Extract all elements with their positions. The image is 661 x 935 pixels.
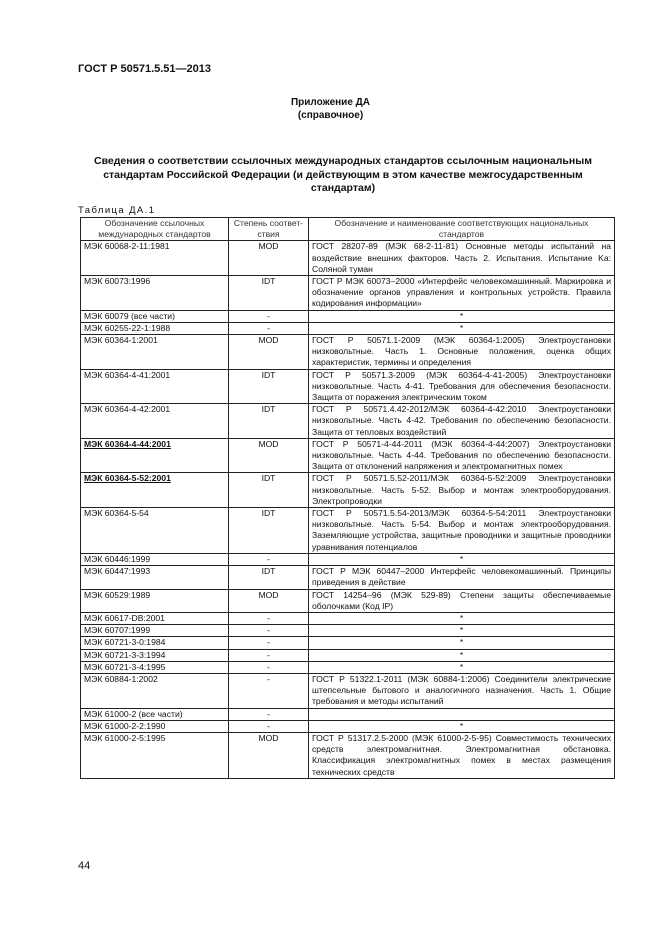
table-row [81, 732, 615, 778]
table-row [81, 708, 615, 720]
table-row [81, 369, 615, 404]
degree-cell: - [229, 637, 309, 649]
annex-heading [0, 96, 661, 122]
international-standard-cell: МЭК 60364-4-41:2001 [81, 369, 229, 404]
international-standard-cell: МЭК 60364-5-54 [81, 508, 229, 554]
degree-cell: IDT [229, 404, 309, 439]
table-row [81, 625, 615, 637]
degree-cell: MOD [229, 732, 309, 778]
national-standard-cell: * [309, 661, 615, 673]
table-row [81, 438, 615, 473]
national-standard-cell: ГОСТ Р 50571.1-2009 (МЭК 60364-1:2005) Электроустановки низковольтные. Часть 1. Основные положения, оценка общих характеристик, термины и определения [309, 335, 615, 370]
degree-cell: MOD [229, 335, 309, 370]
international-standard-cell: МЭК 60079 (все части) [81, 310, 229, 322]
table-row [81, 661, 615, 673]
degree-cell: - [229, 661, 309, 673]
col-header-international: Обозначение ссылочных международных стандартов [81, 218, 229, 241]
international-standard-cell: МЭК 60364-4-44:2001 [81, 438, 229, 473]
international-standard-cell: МЭК 60617-DB:2001 [81, 612, 229, 624]
national-standard-cell: ГОСТ Р 51322.1-2011 (МЭК 60884-1:2006) Соединители электрические штепсельные бытового и аналогичного назначения. Часть 1. Общие требования и методы испытаний [309, 673, 615, 708]
table-row [81, 673, 615, 708]
degree-cell: - [229, 708, 309, 720]
international-standard-cell: МЭК 60721-3-0:1984 [81, 637, 229, 649]
degree-cell: - [229, 322, 309, 334]
international-standard-cell: МЭК 60446:1999 [81, 553, 229, 565]
degree-cell: IDT [229, 369, 309, 404]
international-standard-cell: МЭК 61000-2-5:1995 [81, 732, 229, 778]
degree-cell: - [229, 720, 309, 732]
international-standard-cell: МЭК 60364-4-42:2001 [81, 404, 229, 439]
table-row [81, 241, 615, 276]
table-header-row [81, 218, 615, 241]
national-standard-cell: * [309, 649, 615, 661]
degree-cell: IDT [229, 473, 309, 508]
degree-cell: IDT [229, 276, 309, 311]
national-standard-cell [309, 708, 615, 720]
table-row [81, 473, 615, 508]
international-standard-cell: МЭК 61000-2 (все части) [81, 708, 229, 720]
table-row [81, 589, 615, 612]
table-row [81, 335, 615, 370]
table-row [81, 649, 615, 661]
national-standard-cell: ГОСТ Р МЭК 60073–2000 «Интерфейс человекомашинный. Маркировка и обозначение органов управления и контрольных устройств. Правила кодирования информации» [309, 276, 615, 311]
table-row [81, 276, 615, 311]
table-row [81, 404, 615, 439]
national-standard-cell: ГОСТ Р 50571-4-44-2011 (МЭК 60364-4-44:2007) Электроустановки низковольтные. Часть 4-44. Требования по обеспечению безопасности. Защита от отклонений напряжения и электромагнитных помех [309, 438, 615, 473]
table-body [81, 241, 615, 778]
national-standard-cell: * [309, 720, 615, 732]
section-title: Сведения о соответствии ссылочных международных стандартов ссылочным национальным стандартам Российской Федерации (и действующим в этом качестве межгосударственным стандартам) [94, 155, 592, 194]
degree-cell: MOD [229, 438, 309, 473]
table-row [81, 566, 615, 589]
international-standard-cell: МЭК 60364-1:2001 [81, 335, 229, 370]
degree-cell: - [229, 625, 309, 637]
table-row [81, 553, 615, 565]
table-row [81, 508, 615, 554]
degree-cell: - [229, 612, 309, 624]
degree-cell: - [229, 649, 309, 661]
degree-cell: - [229, 673, 309, 708]
table-caption: Таблица ДА.1 [78, 205, 156, 216]
document-code: ГОСТ Р 50571.5.51—2013 [78, 63, 212, 75]
national-standard-cell: ГОСТ Р 50571.3-2009 (МЭК 60364-4-41-2005) Электроустановки низковольтные. Часть 4-41. Требования для обеспечения безопасности. Защита от поражения электрическим током [309, 369, 615, 404]
international-standard-cell: МЭК 60255-22-1:1988 [81, 322, 229, 334]
international-standard-cell: МЭК 60364-5-52:2001 [81, 473, 229, 508]
national-standard-cell: * [309, 553, 615, 565]
annex-title: Приложение ДА [290, 97, 371, 108]
national-standard-cell: * [309, 625, 615, 637]
degree-cell: - [229, 310, 309, 322]
national-standard-cell: ГОСТ 14254–96 (МЭК 529-89) Степени защиты обеспечиваемые оболочками (Код IP) [309, 589, 615, 612]
international-standard-cell: МЭК 60721-3-4:1995 [81, 661, 229, 673]
national-standard-cell: ГОСТ Р 50571.5.52-2011/МЭК 60364-5-52:2009 Электроустановки низковольтные. Часть 5-52. Выбор и монтаж электрооборудования. Электропроводки [309, 473, 615, 508]
col-header-national: Обозначение и наименование соответствующих национальных стандартов [309, 218, 615, 241]
national-standard-cell: ГОСТ Р 50571.5.54-2013/МЭК 60364-5-54:2011 Электроустановки низковольтные. Часть 5-54. Выбор и монтаж электрооборудования. Заземляющие устройства, защитные проводники и защитные проводники уравнивания потенциалов [309, 508, 615, 554]
degree-cell: - [229, 553, 309, 565]
national-standard-cell: ГОСТ Р 51317.2.5-2000 (МЭК 61000-2-5-95) Совместимость технических средств электромагнитная. Электромагнитная обстановка. Классификация электромагнитных помех в местах размещения технических средств [309, 732, 615, 778]
international-standard-cell: МЭК 60721-3-3:1994 [81, 649, 229, 661]
correspondence-table [80, 217, 615, 779]
international-standard-cell: МЭК 60884-1:2002 [81, 673, 229, 708]
annex-subtitle: (справочное) [297, 110, 364, 121]
international-standard-cell: МЭК 60707:1999 [81, 625, 229, 637]
national-standard-cell: ГОСТ Р 50571.4.42-2012/МЭК 60364-4-42:2010 Электроустановки низковольтные. Часть 4-42. Требования по обеспечению безопасности. Защита от тепловых воздействий [309, 404, 615, 439]
degree-cell: MOD [229, 589, 309, 612]
table-row [81, 637, 615, 649]
degree-cell: MOD [229, 241, 309, 276]
national-standard-cell: ГОСТ Р МЭК 60447–2000 Интерфейс человекомашинный. Принципы приведения в действие [309, 566, 615, 589]
national-standard-cell: * [309, 612, 615, 624]
table-row [81, 720, 615, 732]
degree-cell: IDT [229, 508, 309, 554]
international-standard-cell: МЭК 60529:1989 [81, 589, 229, 612]
international-standard-cell: МЭК 60447:1993 [81, 566, 229, 589]
international-standard-cell: МЭК 61000-2-2:1990 [81, 720, 229, 732]
page-number: 44 [78, 860, 91, 872]
table-row [81, 310, 615, 322]
national-standard-cell: * [309, 310, 615, 322]
international-standard-cell: МЭК 60073:1996 [81, 276, 229, 311]
table-row [81, 322, 615, 334]
table-row [81, 612, 615, 624]
international-standard-cell: МЭК 60068-2-11:1981 [81, 241, 229, 276]
col-header-degree: Степень соответ-ствия [229, 218, 309, 241]
national-standard-cell: ГОСТ 28207-89 (МЭК 68-2-11-81) Основные методы испытаний на воздействие внешних факторов. Часть 2. Испытания. Испытание Ka: Соляной туман [309, 241, 615, 276]
national-standard-cell: * [309, 322, 615, 334]
national-standard-cell: * [309, 637, 615, 649]
degree-cell: IDT [229, 566, 309, 589]
